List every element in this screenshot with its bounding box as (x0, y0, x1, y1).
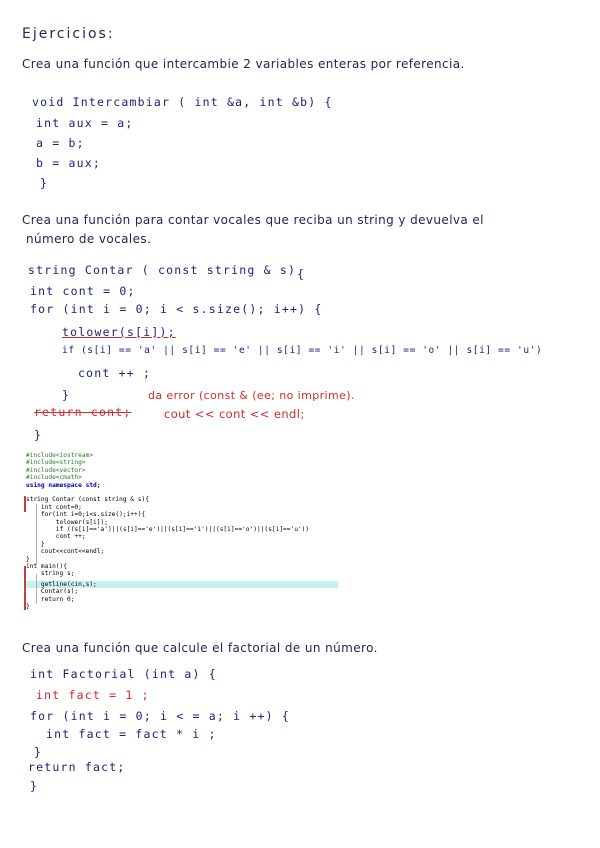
ide-line: #include<vector> (26, 466, 86, 474)
code-line: a = b; (36, 136, 85, 150)
ide-line: string Contar (const string & s){ (26, 496, 149, 504)
code-line: } (30, 779, 39, 793)
code-line: } (40, 176, 49, 190)
code-line: void Intercambiar ( int &a, int &b) { (32, 95, 333, 109)
ide-line: cout<<cont<<endl; (26, 548, 105, 556)
code-line: } (62, 388, 71, 402)
code-line: int fact = 1 ; (36, 688, 150, 702)
ide-line: Contar(s); (26, 588, 79, 596)
ide-line: return 0; (26, 595, 75, 603)
code-line-struck: return cont; (34, 405, 132, 419)
code-line: { (297, 267, 306, 281)
page-title: Ejercicios: (22, 26, 115, 42)
exercise1-prompt: Crea una función que intercambie 2 variables enteras por referencia. (22, 57, 465, 71)
ide-line: int main(){ (26, 563, 67, 570)
code-line: int Factorial (int a) { (30, 667, 217, 681)
ide-line: #include<string> (26, 459, 86, 467)
code-line: string Contar ( const string & s) (28, 263, 297, 277)
code-line: int aux = a; (36, 116, 134, 130)
ide-line: #include<cmath> (26, 474, 82, 482)
code-line: for (int i = 0; i < s.size(); i++) { (30, 302, 323, 316)
ide-line: cont ++; (26, 533, 86, 541)
ide-line: getline(cin,s); (26, 581, 97, 588)
ide-screenshot (24, 452, 340, 618)
code-line: cont ++ ; (78, 366, 152, 380)
code-line: } (34, 428, 43, 442)
code-line: if (s[i] == 'a' || s[i] == 'e' || s[i] == 'i' || s[i] == 'o' || s[i] == 'u') (62, 345, 543, 356)
exercise3-prompt: Crea una función que calcule el factorial de un número. (22, 641, 378, 655)
code-line: tolower(s[i]); (62, 325, 176, 339)
ide-line: } (26, 555, 30, 563)
ide-line: tolower(s[i]); (26, 518, 108, 526)
ide-line: } (26, 540, 45, 548)
exercise2-prompt-line1: Crea una función para contar vocales que reciba un string y devuelva el (22, 213, 484, 227)
ide-line: using namespace std; (26, 481, 101, 489)
annotation-error: da error (const & (ee; no imprime). (148, 389, 355, 402)
ide-line: #include<iostream> (26, 452, 94, 459)
ide-line: int cont=0; (26, 503, 82, 511)
ide-line: } (26, 603, 30, 611)
code-line: } (34, 745, 43, 759)
code-line: int cont = 0; (30, 284, 136, 298)
annotation-fix: cout << cont << endl; (164, 407, 305, 421)
ide-line: for(int i=0;i<s.size();i++){ (26, 511, 146, 519)
code-line: b = aux; (36, 156, 101, 170)
code-line: for (int i = 0; i < = a; i ++) { (30, 709, 290, 723)
code-line: int fact = fact * i ; (46, 727, 217, 741)
ide-line: if ((s[i]=='a')||(s[i]=='e')||(s[i]=='i')||(s[i]=='o')||(s[i]=='u')) (26, 526, 310, 533)
exercise2-prompt-line2: número de vocales. (26, 232, 152, 246)
code-line: return fact; (28, 760, 126, 774)
ide-line: string s; (26, 570, 75, 578)
